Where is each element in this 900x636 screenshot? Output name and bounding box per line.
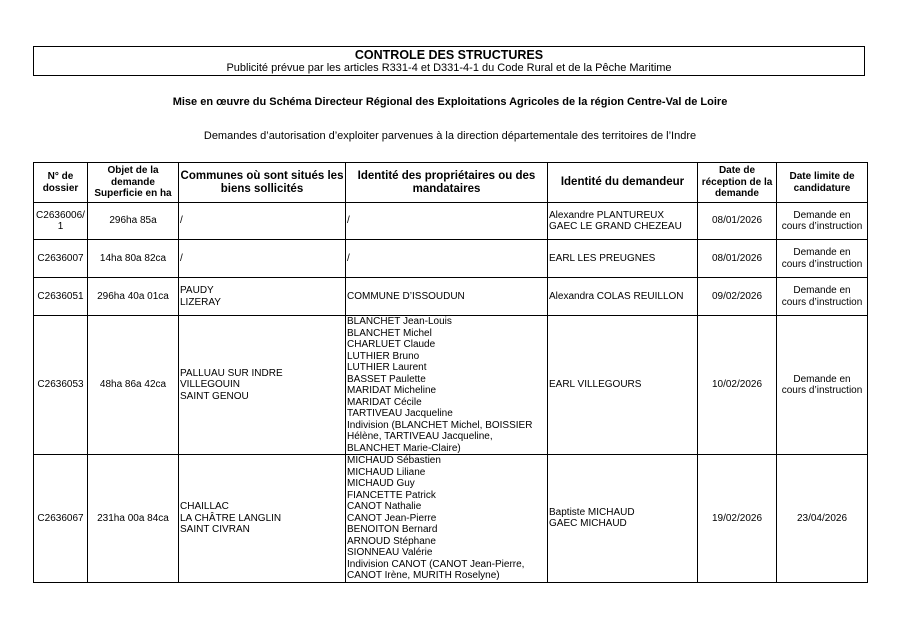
cell-demandeur xyxy=(548,278,698,316)
cell-dossier-line: C2636051 xyxy=(37,290,84,302)
scheme-title: Mise en œuvre du Schéma Directeur Régional des Exploitations Agricoles de la région Centre-Val de Loire xyxy=(172,96,728,108)
cell-communes xyxy=(179,316,346,455)
cell-proprietaires-line: BLANCHET Marie-Claire) xyxy=(347,442,461,454)
table-row xyxy=(34,455,868,583)
cell-proprietaires-line: BLANCHET Jean-Louis xyxy=(347,316,452,327)
cell-date-limite xyxy=(777,316,868,455)
cell-dossier-line: C2636067 xyxy=(37,512,84,524)
cell-proprietaires-line: CANOT Irène, MURITH Roselyne) xyxy=(347,570,500,581)
cell-communes-line: PALLUAU SUR INDRE xyxy=(180,367,283,379)
cell-proprietaires xyxy=(346,203,548,240)
cell-proprietaires-line: Indivision CANOT (CANOT Jean-Pierre, xyxy=(347,558,525,570)
table-row xyxy=(34,278,868,316)
cell-demandeur xyxy=(548,203,698,240)
cell-communes-line: LIZERAY xyxy=(180,296,221,308)
cell-proprietaires-line: COMMUNE D’ISSOUDUN xyxy=(347,290,465,302)
cell-proprietaires-line: BASSET Paulette xyxy=(347,373,426,385)
cell-proprietaires-line: CANOT Nathalie xyxy=(347,501,422,512)
cell-proprietaires-line: MICHAUD Guy xyxy=(347,478,415,489)
header-proprietaires: Identité des propriétaires ou des mandataires xyxy=(346,163,548,203)
table-body xyxy=(34,203,868,583)
document-title: CONTROLE DES STRUCTURES xyxy=(354,48,544,62)
cell-date-limite-line: Demande en xyxy=(793,209,851,221)
cell-proprietaires-line: Indivision (BLANCHET Michel, BOISSIER xyxy=(347,419,533,431)
cell-date-limite-line: cours d’instruction xyxy=(781,296,863,308)
table-row xyxy=(34,240,868,278)
cell-proprietaires-line: MARIDAT Micheline xyxy=(347,385,437,396)
cell-demandeur-line: Baptiste MICHAUD xyxy=(549,506,635,518)
header-superficie: Objet de la demande Superficie en ha xyxy=(88,163,179,203)
cell-demandeur xyxy=(548,316,698,455)
cell-date-limite-line: cours d’instruction xyxy=(781,221,863,232)
cell-proprietaires-line: CHARLUET Claude xyxy=(347,339,436,350)
cell-communes-line: VILLEGOUIN xyxy=(180,379,241,391)
cell-dossier xyxy=(34,316,88,455)
cell-dossier-line: C2636053 xyxy=(37,379,84,391)
cell-communes-line: PAUDY xyxy=(180,285,214,296)
header-date-limite: Date limite de candidature xyxy=(777,163,868,203)
cell-proprietaires-line: TARTIVEAU Jacqueline xyxy=(347,408,453,419)
cell-demandeur-line: EARL VILLEGOURS xyxy=(549,379,642,391)
cell-date-limite-line: cours d’instruction xyxy=(781,385,863,396)
cell-date-limite xyxy=(777,455,868,583)
cell-superficie: 296ha 85a xyxy=(88,203,179,240)
table-header-row xyxy=(34,163,868,203)
cell-superficie: 48ha 86a 42ca xyxy=(88,316,179,455)
cell-proprietaires-line: BENOITON Bernard xyxy=(347,524,438,535)
cell-communes-line: / xyxy=(180,215,183,227)
cell-date-limite xyxy=(777,203,868,240)
cell-dossier-line: C2636006/ xyxy=(36,209,85,221)
cell-date-reception: 08/01/2026 xyxy=(698,203,777,240)
cell-communes xyxy=(179,203,346,240)
cell-proprietaires-line: MICHAUD Sébastien xyxy=(347,455,441,466)
cell-dossier xyxy=(34,278,88,316)
cell-proprietaires-line: LUTHIER Laurent xyxy=(347,362,427,373)
requests-table xyxy=(33,162,868,583)
document-subtitle: Publicité prévue par les articles R331-4 et D331-4-1 du Code Rural et de la Pêche Maritime xyxy=(226,62,672,74)
cell-dossier-line: C2636007 xyxy=(37,252,84,264)
cell-proprietaires-line: Hélène, TARTIVEAU Jacqueline, xyxy=(347,431,493,442)
cell-date-reception: 19/02/2026 xyxy=(698,455,777,583)
cell-demandeur-line: EARL LES PREUGNES xyxy=(549,252,656,264)
cell-communes xyxy=(179,240,346,278)
cell-date-limite xyxy=(777,278,868,316)
cell-date-limite-line: Demande en xyxy=(793,373,851,385)
header-date-reception: Date de réception de la demande xyxy=(698,163,777,203)
cell-dossier xyxy=(34,240,88,278)
cell-proprietaires-line: / xyxy=(347,252,350,264)
cell-proprietaires xyxy=(346,240,548,278)
cell-demandeur-line: GAEC LE GRAND CHEZEAU xyxy=(549,221,682,232)
cell-demandeur xyxy=(548,240,698,278)
cell-communes-line: / xyxy=(180,252,183,264)
cell-proprietaires xyxy=(346,316,548,455)
cell-date-limite xyxy=(777,240,868,278)
cell-demandeur xyxy=(548,455,698,583)
cell-superficie: 231ha 00a 84ca xyxy=(88,455,179,583)
cell-date-limite-line: cours d’instruction xyxy=(781,258,863,270)
intro-text: Demandes d’autorisation d’exploiter parvenues à la direction départementale des territoires de l’Indre xyxy=(203,130,697,142)
cell-proprietaires-line: SIONNEAU Valérie xyxy=(347,547,433,558)
header-demandeur: Identité du demandeur xyxy=(548,163,698,203)
cell-communes-line: CHAILLAC xyxy=(180,501,229,512)
publicity-header xyxy=(33,46,865,76)
cell-date-reception: 08/01/2026 xyxy=(698,240,777,278)
cell-communes-line: SAINT GENOU xyxy=(180,390,249,402)
table-row xyxy=(34,203,868,240)
cell-communes xyxy=(179,278,346,316)
cell-proprietaires-line: BLANCHET Michel xyxy=(347,327,432,339)
header-dossier: N° de dossier xyxy=(34,163,88,203)
cell-date-reception: 10/02/2026 xyxy=(698,316,777,455)
cell-superficie: 14ha 80a 82ca xyxy=(88,240,179,278)
cell-communes xyxy=(179,455,346,583)
cell-communes-line: LA CHÂTRE LANGLIN xyxy=(180,512,282,524)
cell-proprietaires-line: / xyxy=(347,215,350,227)
cell-proprietaires-line: ARNOUD Stéphane xyxy=(347,535,436,547)
cell-dossier xyxy=(34,455,88,583)
cell-proprietaires-line: FIANCETTE Patrick xyxy=(347,489,436,501)
cell-demandeur-line: Alexandra COLAS REUILLON xyxy=(549,290,684,302)
cell-proprietaires xyxy=(346,455,548,583)
cell-date-limite-line: Demande en xyxy=(793,247,851,258)
cell-proprietaires-line: CANOT Jean-Pierre xyxy=(347,512,437,524)
cell-superficie: 296ha 40a 01ca xyxy=(88,278,179,316)
table-row xyxy=(34,316,868,455)
cell-proprietaires-line: LUTHIER Bruno xyxy=(347,350,420,362)
cell-demandeur-line: Alexandre PLANTUREUX xyxy=(549,209,665,221)
cell-date-limite-line: 23/04/2026 xyxy=(796,512,848,524)
cell-dossier-line: 1 xyxy=(57,221,64,232)
header-communes: Communes où sont situés les biens sollicités xyxy=(179,163,346,203)
cell-date-reception: 09/02/2026 xyxy=(698,278,777,316)
cell-proprietaires-line: MICHAUD Liliane xyxy=(347,466,426,478)
cell-dossier xyxy=(34,203,88,240)
cell-date-limite-line: Demande en xyxy=(793,285,851,296)
cell-proprietaires xyxy=(346,278,548,316)
cell-demandeur-line: GAEC MICHAUD xyxy=(549,518,627,530)
cell-proprietaires-line: MARIDAT Cécile xyxy=(347,396,422,408)
cell-communes-line: SAINT CIVRAN xyxy=(180,524,250,535)
